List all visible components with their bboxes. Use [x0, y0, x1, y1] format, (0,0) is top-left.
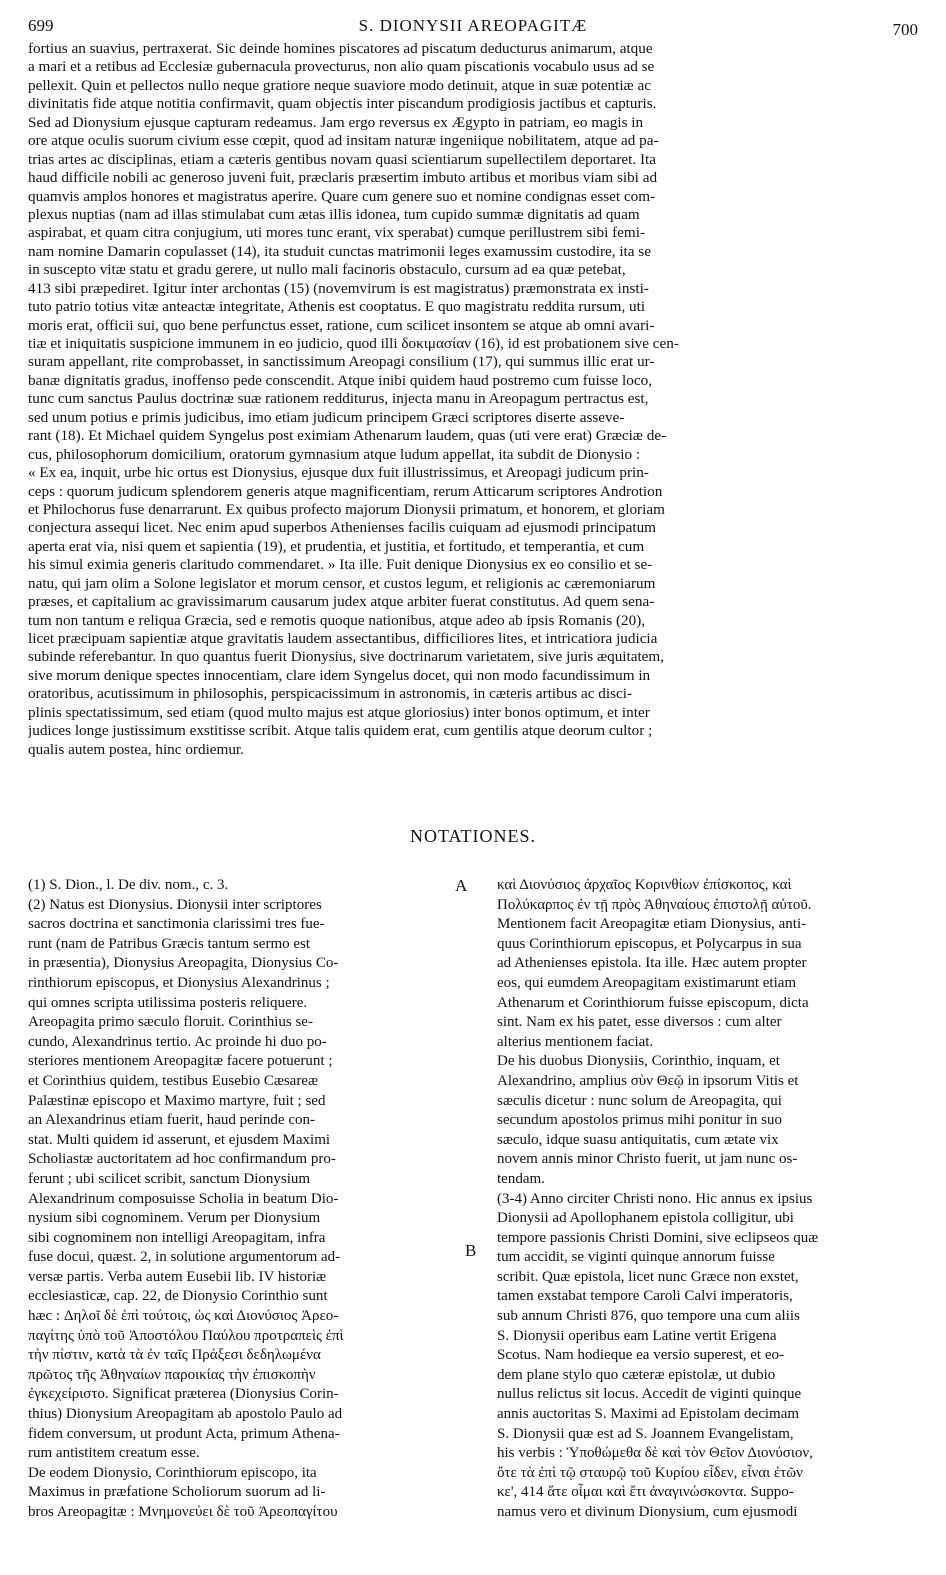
note-line: κε', 414 ἅτε οἶμαι καὶ ἔτι ἀναγινώσκοντα. Suppo- — [497, 1484, 794, 1501]
note-line: fidem conversum, ut produnt Acta, primum Athena- — [28, 1425, 340, 1442]
text-line: sed unum potius e primis judicibus, imo etiam judicum principem Græci scriptores diserte asseve- — [28, 408, 625, 426]
note-line: ecclesiasticæ, cap. 22, de Dionysio Corinthio sunt — [28, 1288, 328, 1305]
note-line: et Corinthius quidem, testibus Eusebio Cæsareæ — [28, 1072, 318, 1089]
note-line: Alexandrino, amplius σὺν Θεῷ in ipsorum Vitis et — [497, 1072, 799, 1089]
note-line: ὅτε τὰ ἐπὶ τῷ σταυρῷ τοῦ Κυρίου εἶδεν, εἶναι ἐτῶν — [497, 1464, 803, 1481]
text-line: rant (18). Et Michael quidem Syngelus post eximiam Athenarum laudem, quas (uti vere erat) Græciæ de- — [28, 427, 667, 445]
text-line: banæ dignitatis gradus, inoffenso pede conscendit. Atque inibi quidem haud postremo cum fuisse loco, — [28, 371, 652, 389]
note-line: nullus relictus sit locus. Accedit de viginti quinque — [497, 1386, 802, 1403]
note-line: tum accidit, se viginti quinque annorum fuisse — [497, 1249, 775, 1266]
note-line: namus vero et divinum Dionysium, cum ejusmodi — [497, 1504, 798, 1520]
note-line: tempore passionis Christi Domini, sive eclipseos quæ — [497, 1229, 819, 1246]
notes-right-column — [497, 876, 927, 1523]
note-line: scribit. Quæ epistola, licet nunc Græce non exstet, — [497, 1268, 799, 1285]
note-line: παγίτης ὑπὸ τοῦ Ἀποστόλου Παύλου προτραπεὶς ἐπὶ — [28, 1327, 344, 1344]
margin-mark-a: A — [455, 876, 468, 895]
notes-left-column — [28, 876, 458, 1523]
note-line: dem plane stylo quo cæteræ epistolæ, ut dubio — [497, 1366, 776, 1383]
text-line: 413 sibi præpediret. Igitur inter archontas (15) (novemvirum is est magistratus) præmonstrata ex insti- — [28, 279, 649, 297]
text-line: quamvis amplos honores et magistratus aperire. Quare cum genere suo et nomine condignas esset com- — [28, 187, 656, 205]
note-line: cundo, Alexandrinus tertio. Ac proinde hi duo po- — [28, 1033, 327, 1050]
note-line: Alexandrinum composuisse Scholia in beatum Dio- — [28, 1190, 339, 1207]
text-line: tunc cum sanctus Paulus doctrinæ suæ rationem redditurus, injecta manu in Areopagum pertractus est, — [28, 390, 649, 408]
note-line: Mentionem facit Areopagitæ etiam Dionysius, anti- — [497, 916, 807, 933]
text-line: plexus nuptias (nam ad illas stimulabat cum ætas illis idonea, tum cupido summæ dignitatis ad quam — [28, 205, 640, 223]
text-line: natu, qui jam olim a Solone legislator et morum censor, et custos legum, et religionis ac cæremoniarum — [28, 574, 656, 592]
text-line: a mari et a retibus ad Ecclesiæ gubernacula provecturus, non alio quam piscationis vocabulo usus ad se — [28, 58, 655, 76]
note-line: S. Dionysii operibus eam Latine vertit Erigena — [497, 1327, 777, 1344]
note-line: secundum apostolos primus mihi ponitur in suo — [497, 1112, 782, 1129]
note-line: sint. Nam ex his patet, esse diversos : cum alter — [497, 1014, 782, 1031]
text-line: oratoribus, acutissimum in philosophis, perspicacissimum in astronomis, in cæteris artibus ac disci- — [28, 685, 633, 703]
text-line: moris erat, officii sui, quo bene perfunctus esset, ratione, cum scilicet insontem se atque ab omni avari- — [28, 316, 655, 334]
note-line: qui omnes scripta utilissima posteris reliquere. — [28, 994, 308, 1011]
note-line: sæculo, idque suasu antiquitatis, cum ætate vix — [497, 1131, 779, 1148]
note-line: Scholiastæ auctoritatem ad hoc confirmandum pro- — [28, 1151, 336, 1168]
running-header — [28, 14, 918, 40]
note-line: ἐγκεχείριστο. Significat præterea (Dionysius Corin- — [28, 1386, 339, 1403]
text-line: plinis spectatissimum, sed etiam (quod multo majus est atque gloriosius) inter bonos optimum, et inter — [28, 703, 650, 721]
text-line: et Philochorus fuse denarrarunt. Ex quibus profecto majorum Dionysii primatum, et honorem, et gloriam — [28, 500, 665, 518]
note-line: sacros doctrina et sanctimonia clarissimi tres fue- — [28, 916, 325, 933]
note-line: Dionysii ad Apollophanem epistola colligitur, ubi — [497, 1210, 794, 1227]
note-line: Maximus in præfatione Scholiorum suorum ad li- — [28, 1484, 326, 1501]
text-line: ceps : quorum judicum splendorem generis atque magnificentiam, rerum Atticarum scriptores Androtion — [28, 482, 663, 500]
note-line: thius) Dionysium Areopagitam ab apostolo Paulo ad — [28, 1406, 343, 1423]
text-line: fortius an suavius, pertraxerat. Sic deinde homines piscatores ad piscatum deducturus animarum, atque — [28, 40, 653, 57]
note-line: bros Areopagitæ : Μνημονεύει δὲ τοῦ Ἀρεοπαγίτου — [28, 1504, 338, 1520]
text-line: nam nomine Damarin copulasset (14), ita studuit cunctas matrimonii leges examussim custodire, ita se — [28, 242, 651, 260]
note-line: ferunt ; ubi scilicet scribit, sanctum Dionysium — [28, 1170, 311, 1187]
note-line: (1) S. Dion., l. De div. nom., c. 3. — [28, 877, 229, 893]
text-line: aperta erat via, nisi quem et sapientia (19), et prudentia, et justitia, et fortitudo, et temperantia, et cum — [28, 537, 645, 555]
text-line: tiæ et iniquitatis suspicione immunem in eo judicio, quod illi δοκιμασίαν (16), id est probationem sive cen- — [28, 335, 679, 352]
text-line: trias artes ac disciplinas, etiam a cæteris gentibus novam quasi scientiarum supellectilem deportaret. Ita — [28, 150, 656, 168]
text-line: aspirabat, et quam citra conjugium, uti mores tunc erant, vix sperabat) cumque perillustrem sibi femi- — [28, 224, 646, 242]
note-line: Areopagita primo sæculo floruit. Corinthius se- — [28, 1014, 313, 1031]
note-line: Scotus. Nam hodieque ea versio superest, et eo- — [497, 1347, 784, 1364]
note-line: runt (nam de Patribus Græcis tantum sermo est — [28, 935, 311, 952]
note-line: Πολύκαρπος ἐν τῇ πρὸς Ἀθηναίους ἐπιστολῇ αὐτοῦ. — [497, 896, 812, 913]
note-line: (2) Natus est Dionysius. Dionysii inter scriptores — [28, 896, 322, 913]
note-line: novem annis minor Christo fuerit, ut jam nunc os- — [497, 1151, 798, 1168]
note-line: nysium sibi cognominem. Verum per Dionysium — [28, 1210, 321, 1227]
note-line: rinthiorum episcopus, et Dionysius Alexandrinus ; — [28, 974, 330, 991]
note-line: De his duobus Dionysiis, Corinthio, inquam, et — [497, 1053, 780, 1070]
note-line: Palæstinæ episcopo et Maximo martyre, fuit ; sed — [28, 1092, 326, 1109]
text-line: divinitatis fide atque notitia confirmavit, quam objectis inter piscandum prodigiosis jactibus et capturis. — [28, 95, 657, 113]
note-line: sæculis dicetur : nunc solum de Areopagita, qui — [497, 1092, 782, 1109]
note-line: eos, qui eumdem Areopagitam existimarunt etiam — [497, 974, 797, 991]
text-line: « Ex ea, inquit, urbe hic ortus est Dionysius, ejusque dux fuit illustrissimus, et Areopagi judicum prin- — [28, 464, 649, 482]
text-line: judices longe justissimum exstitisse scribit. Atque talis quidem erat, cum gentilis atque deorum cultor ; — [28, 722, 653, 740]
text-line: subinde referebantur. In quo quantus fuerit Dionysius, sive doctrinarum varietatem, sive juris æquitatem, — [28, 648, 665, 666]
note-line: καὶ Διονύσιος ἀρχαῖος Κορινθίων ἐπίσκοπος, καὶ — [497, 877, 792, 893]
note-line: hæc : Δηλοῖ δὲ ἐπὶ τούτοις, ὡς καὶ Διονύσιος Ἀρεο- — [28, 1308, 339, 1325]
note-line: an Alexandrinus etiam fuerit, haud perinde con- — [28, 1112, 315, 1129]
text-line: licet præcipuam sapientiæ atque gravitatis laudem assectantibus, difficiliores lites, et intricatiora judicia — [28, 630, 658, 647]
note-line: sibi cognominem non intelligi Areopagitam, infra — [28, 1229, 326, 1246]
note-line: Athenarum et Corinthiorum fuisse episcopum, dicta — [497, 994, 809, 1011]
note-line: his verbis : Ὑποθώμεθα δὲ καὶ τὸν Θεῖον Διονύσιον, — [497, 1445, 813, 1462]
main-text — [28, 40, 924, 759]
text-line: haud difficile nobili ac generoso juveni fuit, præclaris præsertim imbuto artibus et moribus viam sibi ad — [28, 169, 658, 187]
text-line: his simul eximia generis claritudo commendaret. » Ita ille. Fuit denique Dionysius ex eo consilio et se- — [28, 556, 653, 574]
text-line: qualis autem postea, hinc ordiemur. — [28, 740, 244, 758]
text-line: tum non tantum e reliqua Græcia, sed e remotis quoque nationibus, atque adeo ab ipsis Romanis (20), — [28, 611, 646, 629]
text-line: conjectura assequi licet. Nec enim apud superbos Athenienses facilis cuiquam ad ejusmodi principatum — [28, 519, 656, 537]
header-title: S. DIONYSII AREOPAGITÆ — [358, 16, 588, 35]
note-line: rum antistitem creatum esse. — [28, 1445, 200, 1462]
text-line: Sed ad Dionysium ejusque capturam redeamus. Jam ergo reversus ex Ægypto in patriam, eo magis in — [28, 113, 644, 131]
page-number-right: 700 — [892, 20, 918, 39]
note-line: πρῶτος τῆς Ἀθηναίων παροικίας τὴν ἐπισκοπὴν — [28, 1366, 316, 1383]
text-line: in suscepto vitæ statu et gradu gerere, ut nullo mali facinoris obstaculo, cursum ad ea quæ petebat, — [28, 261, 626, 279]
note-line: (3-4) Anno circiter Christi nono. Hic annus ex ipsius — [497, 1190, 813, 1207]
margin-mark-b: B — [465, 1241, 477, 1260]
notes-heading: NOTATIONES. — [409, 826, 537, 846]
text-line: ore atque oculis suorum civium esse cœpit, quod ad insitam naturæ ingeniique nobilitatem, atque ad pa- — [28, 132, 659, 150]
note-line: in præsentia), Dionysius Areopagita, Dionysius Co- — [28, 955, 339, 972]
note-line: annis auctoritas S. Maximi ad Epistolam decimam — [497, 1406, 800, 1423]
text-line: sive morum denique spectes innocentiam, clare idem Syngelus docet, qui non modo facundissimum in — [28, 666, 651, 684]
note-line: tendam. — [497, 1170, 545, 1187]
note-line: versæ partis. Verba autem Eusebii lib. IV historiæ — [28, 1268, 327, 1285]
text-line: pellexit. Quin et pellectos nullo neque gratiore neque suaviore modo detinuit, atque in suæ potentiæ ac — [28, 76, 651, 94]
page-number-left: 699 — [28, 16, 54, 35]
text-line: suram appellant, rite comprobasset, in sanctissimum Areopagi consilium (17), qui summus illic erat ur- — [28, 353, 655, 371]
note-line: steriores mentionem Areopagitæ facere potuerunt ; — [28, 1053, 333, 1070]
note-line: sub annum Christi 876, quo tempore una cum aliis — [497, 1308, 800, 1325]
text-line: præses, et capitalium ac gravissimarum causarum judex atque arbiter fuerat constitutus. Ad quem sena- — [28, 593, 655, 611]
note-line: fuse docui, quæst. 2, in solutione argumentorum ad- — [28, 1249, 341, 1266]
note-line: quus Corinthiorum episcopus, et Polycarpus in sua — [497, 935, 802, 952]
text-line: tuto patrio totius vitæ anteactæ integritate, Athenis est cooptatus. E quo magistratu reddita rursum, uti — [28, 298, 646, 316]
note-line: ad Athenienses epistola. Ita ille. Hæc autem propter — [497, 955, 807, 972]
note-line: De eodem Dionysio, Corinthiorum episcopo, ita — [28, 1464, 317, 1481]
note-line: tamen exstabat tempore Caroli Calvi imperatoris, — [497, 1288, 793, 1305]
note-line: stat. Multi quidem id asserunt, et ejusdem Maximi — [28, 1131, 331, 1148]
note-line: S. Dionysii quæ est ad S. Joannem Evangelistam, — [497, 1425, 794, 1442]
note-line: alterius mentionem faciat. — [497, 1033, 654, 1050]
note-line: τὴν πίστιν, κατὰ τὰ ἐν ταῖς Πράξεσι δεδηλωμένα — [28, 1347, 321, 1364]
text-line: cus, philosophorum domicilium, oratorum gymnasium atque ludum appellat, ita subdit de Dionysio : — [28, 445, 641, 463]
